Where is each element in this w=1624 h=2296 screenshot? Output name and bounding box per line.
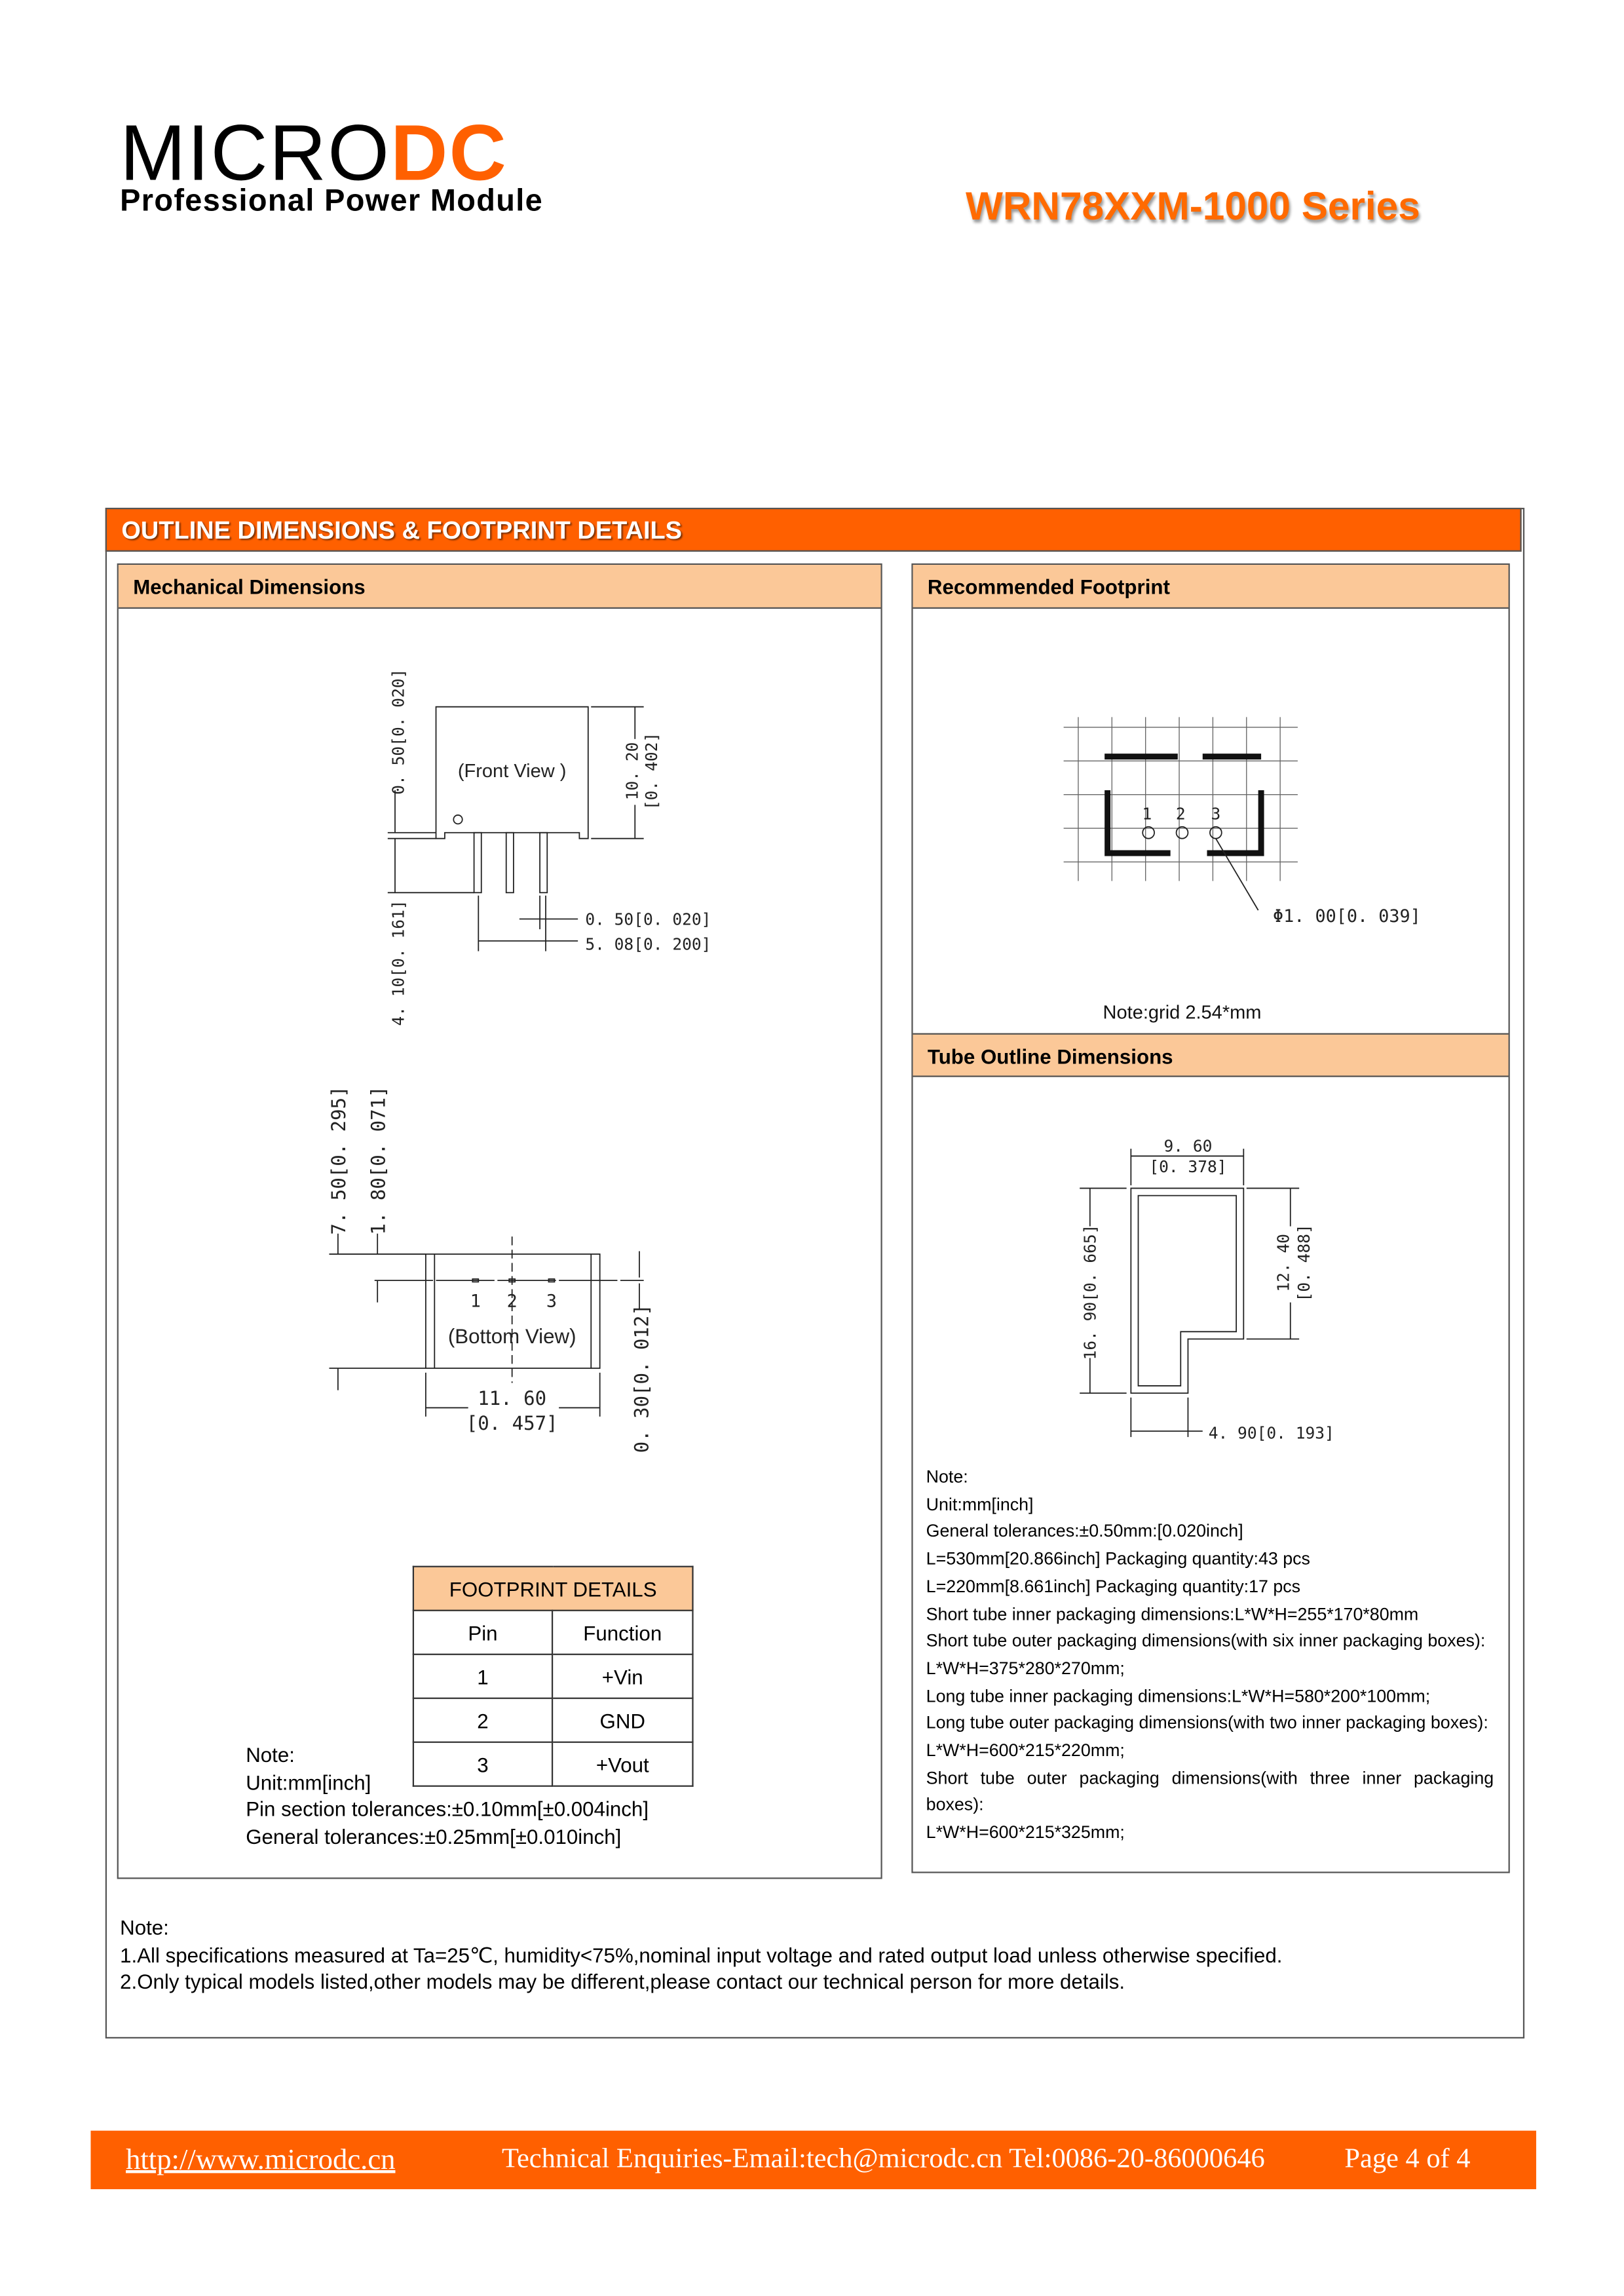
note-line: 2.Only typical models listed,other models may be different,please contact our technical person for more details. [120, 1970, 1125, 1994]
note-line: Short tube outer packaging dimensions(with three inner packaging boxes): [926, 1767, 1494, 1816]
logo-micro: MICRO [120, 109, 391, 198]
tube-notes [926, 1463, 1494, 1846]
note-line: General tolerances:±0.25mm[±0.010inch] [246, 1825, 622, 1848]
pin-cell: 3 [413, 1742, 552, 1786]
contact-info: Technical Enquiries-Email:tech@microdc.cn Tel:0086-20-86000646 [502, 2143, 1265, 2175]
tube-dim-inner-mm: 12. 40 [1274, 1234, 1293, 1292]
note-line: Short tube inner packaging dimensions:L*W*H=255*170*80mm [926, 1603, 1419, 1624]
table-row [413, 1655, 693, 1698]
dim-pin-width: 0. 50[0. 020] [585, 909, 711, 929]
tube-dim-height: 16. 90[0. 665] [1080, 1224, 1100, 1360]
tube-title: Tube Outline Dimensions [913, 1033, 1509, 1077]
note-line: L*W*H=600*215*325mm; [926, 1822, 1125, 1843]
logo-tagline: Professional Power Module [120, 184, 544, 218]
tube-dim-inner-in: [0. 488] [1294, 1224, 1313, 1302]
front-view-label: (Front View ) [457, 760, 567, 782]
bottom-view-drawing [328, 1086, 652, 1453]
footprint-note: Note:grid 2.54*mm [1103, 1002, 1262, 1024]
note-line: Short tube outer packaging dimensions(with six inner packaging boxes): [926, 1630, 1486, 1651]
tube-dim-bottom: 4. 90[0. 193] [1208, 1423, 1334, 1443]
table-row [413, 1698, 693, 1742]
function-cell: +Vin [552, 1655, 692, 1698]
dim-pin-length: 4. 10[0. 161] [388, 900, 408, 1026]
note-line: L=530mm[20.866inch] Packaging quantity:43 pcs [926, 1548, 1310, 1569]
tube-dim-width-mm: 9. 60 [1163, 1136, 1213, 1156]
footprint-pin-3: 3 [1211, 804, 1221, 824]
tube-drawing [1080, 1137, 1334, 1443]
note-line: Long tube inner packaging dimensions:L*W*H=580*200*100mm; [926, 1685, 1431, 1706]
function-cell: +Vout [552, 1742, 692, 1786]
pin-cell: 1 [413, 1655, 552, 1698]
note-line: L=220mm[8.661inch] Packaging quantity:17 pcs [926, 1575, 1301, 1597]
front-view-drawing [388, 669, 711, 1026]
page-number: Page 4 of 4 [1344, 2143, 1471, 2175]
dim-pin-thickness: 0. 30[0. 012] [630, 1304, 653, 1453]
note-line: Pin section tolerances:±0.10mm[±0.004inch] [246, 1797, 649, 1822]
note-line: 1.All specifications measured at Ta=25℃, humidity<75%,nominal input voltage and rated output load unless otherwise specified. [120, 1943, 1283, 1966]
note-line: Note: [926, 1466, 968, 1487]
bottom-pin-3: 3 [546, 1291, 557, 1312]
note-line: Long tube outer packaging dimensions(with two inner packaging boxes): [926, 1712, 1488, 1733]
note-line: Note: [246, 1742, 295, 1767]
footprint-pin-1: 1 [1142, 804, 1152, 824]
dim-top-offset: 0. 50[0. 020] [388, 668, 408, 795]
dim-width-in: [0. 457] [466, 1411, 558, 1434]
note-line: L*W*H=375*280*270mm; [926, 1658, 1125, 1679]
mechanical-title: Mechanical Dimensions [119, 565, 881, 609]
dim-pin-offset: 1. 80[0. 071] [367, 1086, 390, 1235]
note-line: L*W*H=600*215*220mm; [926, 1740, 1125, 1761]
dim-height-in: [0. 402] [641, 732, 661, 811]
bottom-pin-1: 1 [470, 1291, 481, 1312]
tube-dim-width-in: [0. 378] [1149, 1157, 1227, 1176]
table-header-function: Function [552, 1611, 692, 1655]
section-title: OUTLINE DIMENSIONS & FOOTPRINT DETAILS [105, 508, 1522, 552]
pin-cell: 2 [413, 1698, 552, 1742]
note-line: Unit:mm[inch] [246, 1770, 371, 1794]
note-line: General tolerances:±0.50mm:[0.020inch] [926, 1521, 1243, 1542]
footprint-drawing [1064, 717, 1421, 1023]
footprint-pin-2: 2 [1175, 804, 1186, 824]
bottom-pin-2: 2 [506, 1291, 518, 1312]
footprint-hole-dim: Φ1. 00[0. 039] [1272, 906, 1421, 927]
dim-height-mm: 10. 20 [622, 742, 642, 801]
footer-bar [90, 2131, 1536, 2189]
bottom-view-label: (Bottom View) [447, 1325, 576, 1349]
general-notes [120, 1914, 1282, 1996]
function-cell: GND [552, 1698, 692, 1742]
footprint-title: Recommended Footprint [913, 565, 1509, 609]
dim-pin-pitch: 5. 08[0. 200] [585, 934, 711, 954]
dim-depth: 7. 50[0. 295] [328, 1086, 350, 1235]
website-link[interactable]: http://www.microdc.cn [126, 2143, 396, 2176]
table-header-pin: Pin [413, 1611, 552, 1655]
footprint-table-title: FOOTPRINT DETAILS [413, 1567, 693, 1611]
note-line: Unit:mm[inch] [926, 1493, 1034, 1514]
series-title: WRN78XXM-1000 Series [965, 184, 1420, 229]
mechanical-notes [246, 1742, 649, 1851]
note-line: Note: [120, 1915, 169, 1940]
dim-width-mm: 11. 60 [478, 1387, 547, 1409]
logo-dc: DC [390, 109, 508, 198]
